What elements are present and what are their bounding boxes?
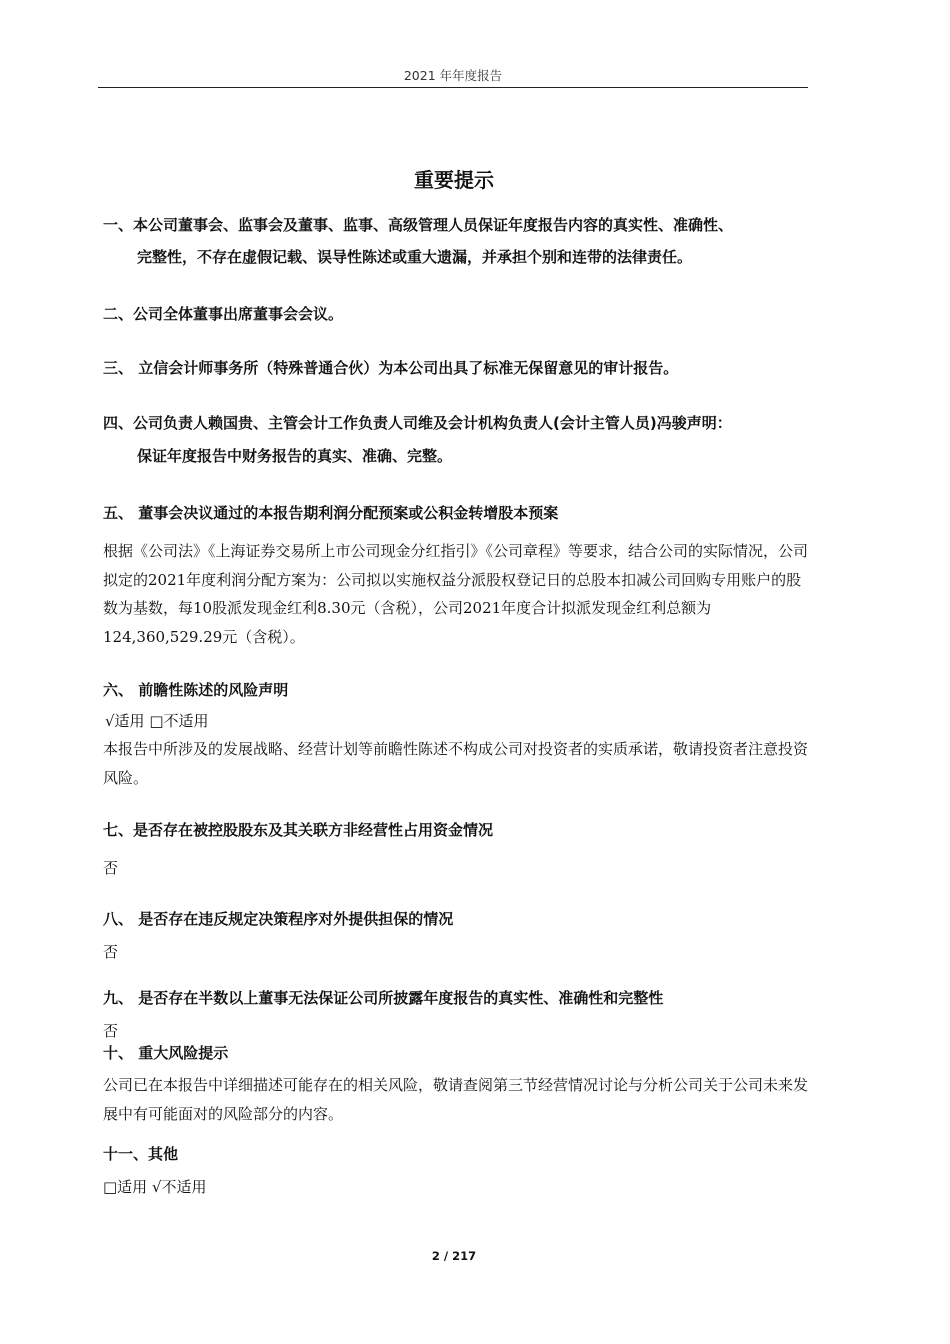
item-8-answer: 否 xyxy=(103,943,119,961)
item-4-line-1: 四、公司负责人赖国贵、主管会计工作负责人司维及会计机构负责人(会计主管人员)冯骏声明： xyxy=(103,414,732,432)
item-5-body: 根据《公司法》《上海证券交易所上市公司现金分红指引》《公司章程》等要求，结合公司的实际情况，公司拟定的2021年度利润分配方案为：公司拟以实施权益分派股权登记日的总股本扣减公司回购专用账户的股数为基数，每10股派发现金红利8.30元（含税），公司2021年度合计拟派发现金红利总额为124,360,529.29元（含税）。 xyxy=(103,542,809,646)
item-11-options: □适用 √不适用 xyxy=(103,1178,207,1196)
item-4-line-2: 保证年度报告中财务报告的真实、准确、完整。 xyxy=(137,447,453,465)
page-title: 重要提示 xyxy=(414,168,494,192)
page-header: 2021 年年度报告 xyxy=(98,66,808,88)
item-5-heading: 五、 董事会决议通过的本报告期利润分配预案或公积金转增股本预案 xyxy=(103,504,559,522)
item-1-line-1: 一、本公司董事会、监事会及董事、监事、高级管理人员保证年度报告内容的真实性、准确性、 xyxy=(103,216,734,234)
item-11-heading: 十一、其他 xyxy=(103,1145,179,1163)
item-10-heading: 十、 重大风险提示 xyxy=(103,1044,229,1062)
item-6-heading: 六、 前瞻性陈述的风险声明 xyxy=(103,681,289,699)
item-6-body: 本报告中所涉及的发展战略、经营计划等前瞻性陈述不构成公司对投资者的实质承诺，敬请投资者注意投资风险。 xyxy=(103,740,809,787)
item-3: 三、 立信会计师事务所（特殊普通合伙）为本公司出具了标准无保留意见的审计报告。 xyxy=(103,359,679,377)
item-7-heading: 七、是否存在被控股股东及其关联方非经营性占用资金情况 xyxy=(103,821,494,839)
item-6-options: √适用 □不适用 xyxy=(105,712,209,730)
item-10-body: 公司已在本报告中详细描述可能存在的相关风险，敬请查阅第三节经营情况讨论与分析公司关于公司未来发展中有可能面对的风险部分的内容。 xyxy=(103,1076,809,1123)
item-2: 二、公司全体董事出席董事会会议。 xyxy=(103,305,344,323)
item-9-heading: 九、 是否存在半数以上董事无法保证公司所披露年度报告的真实性、准确性和完整性 xyxy=(103,989,664,1007)
item-7-answer: 否 xyxy=(103,859,119,877)
page-number: 2 / 217 xyxy=(431,1249,477,1263)
item-1-line-2: 完整性，不存在虚假记载、误导性陈述或重大遗漏，并承担个别和连带的法律责任。 xyxy=(137,248,693,266)
item-8-heading: 八、 是否存在违反规定决策程序对外提供担保的情况 xyxy=(103,910,454,928)
item-9-answer: 否 xyxy=(103,1022,119,1040)
